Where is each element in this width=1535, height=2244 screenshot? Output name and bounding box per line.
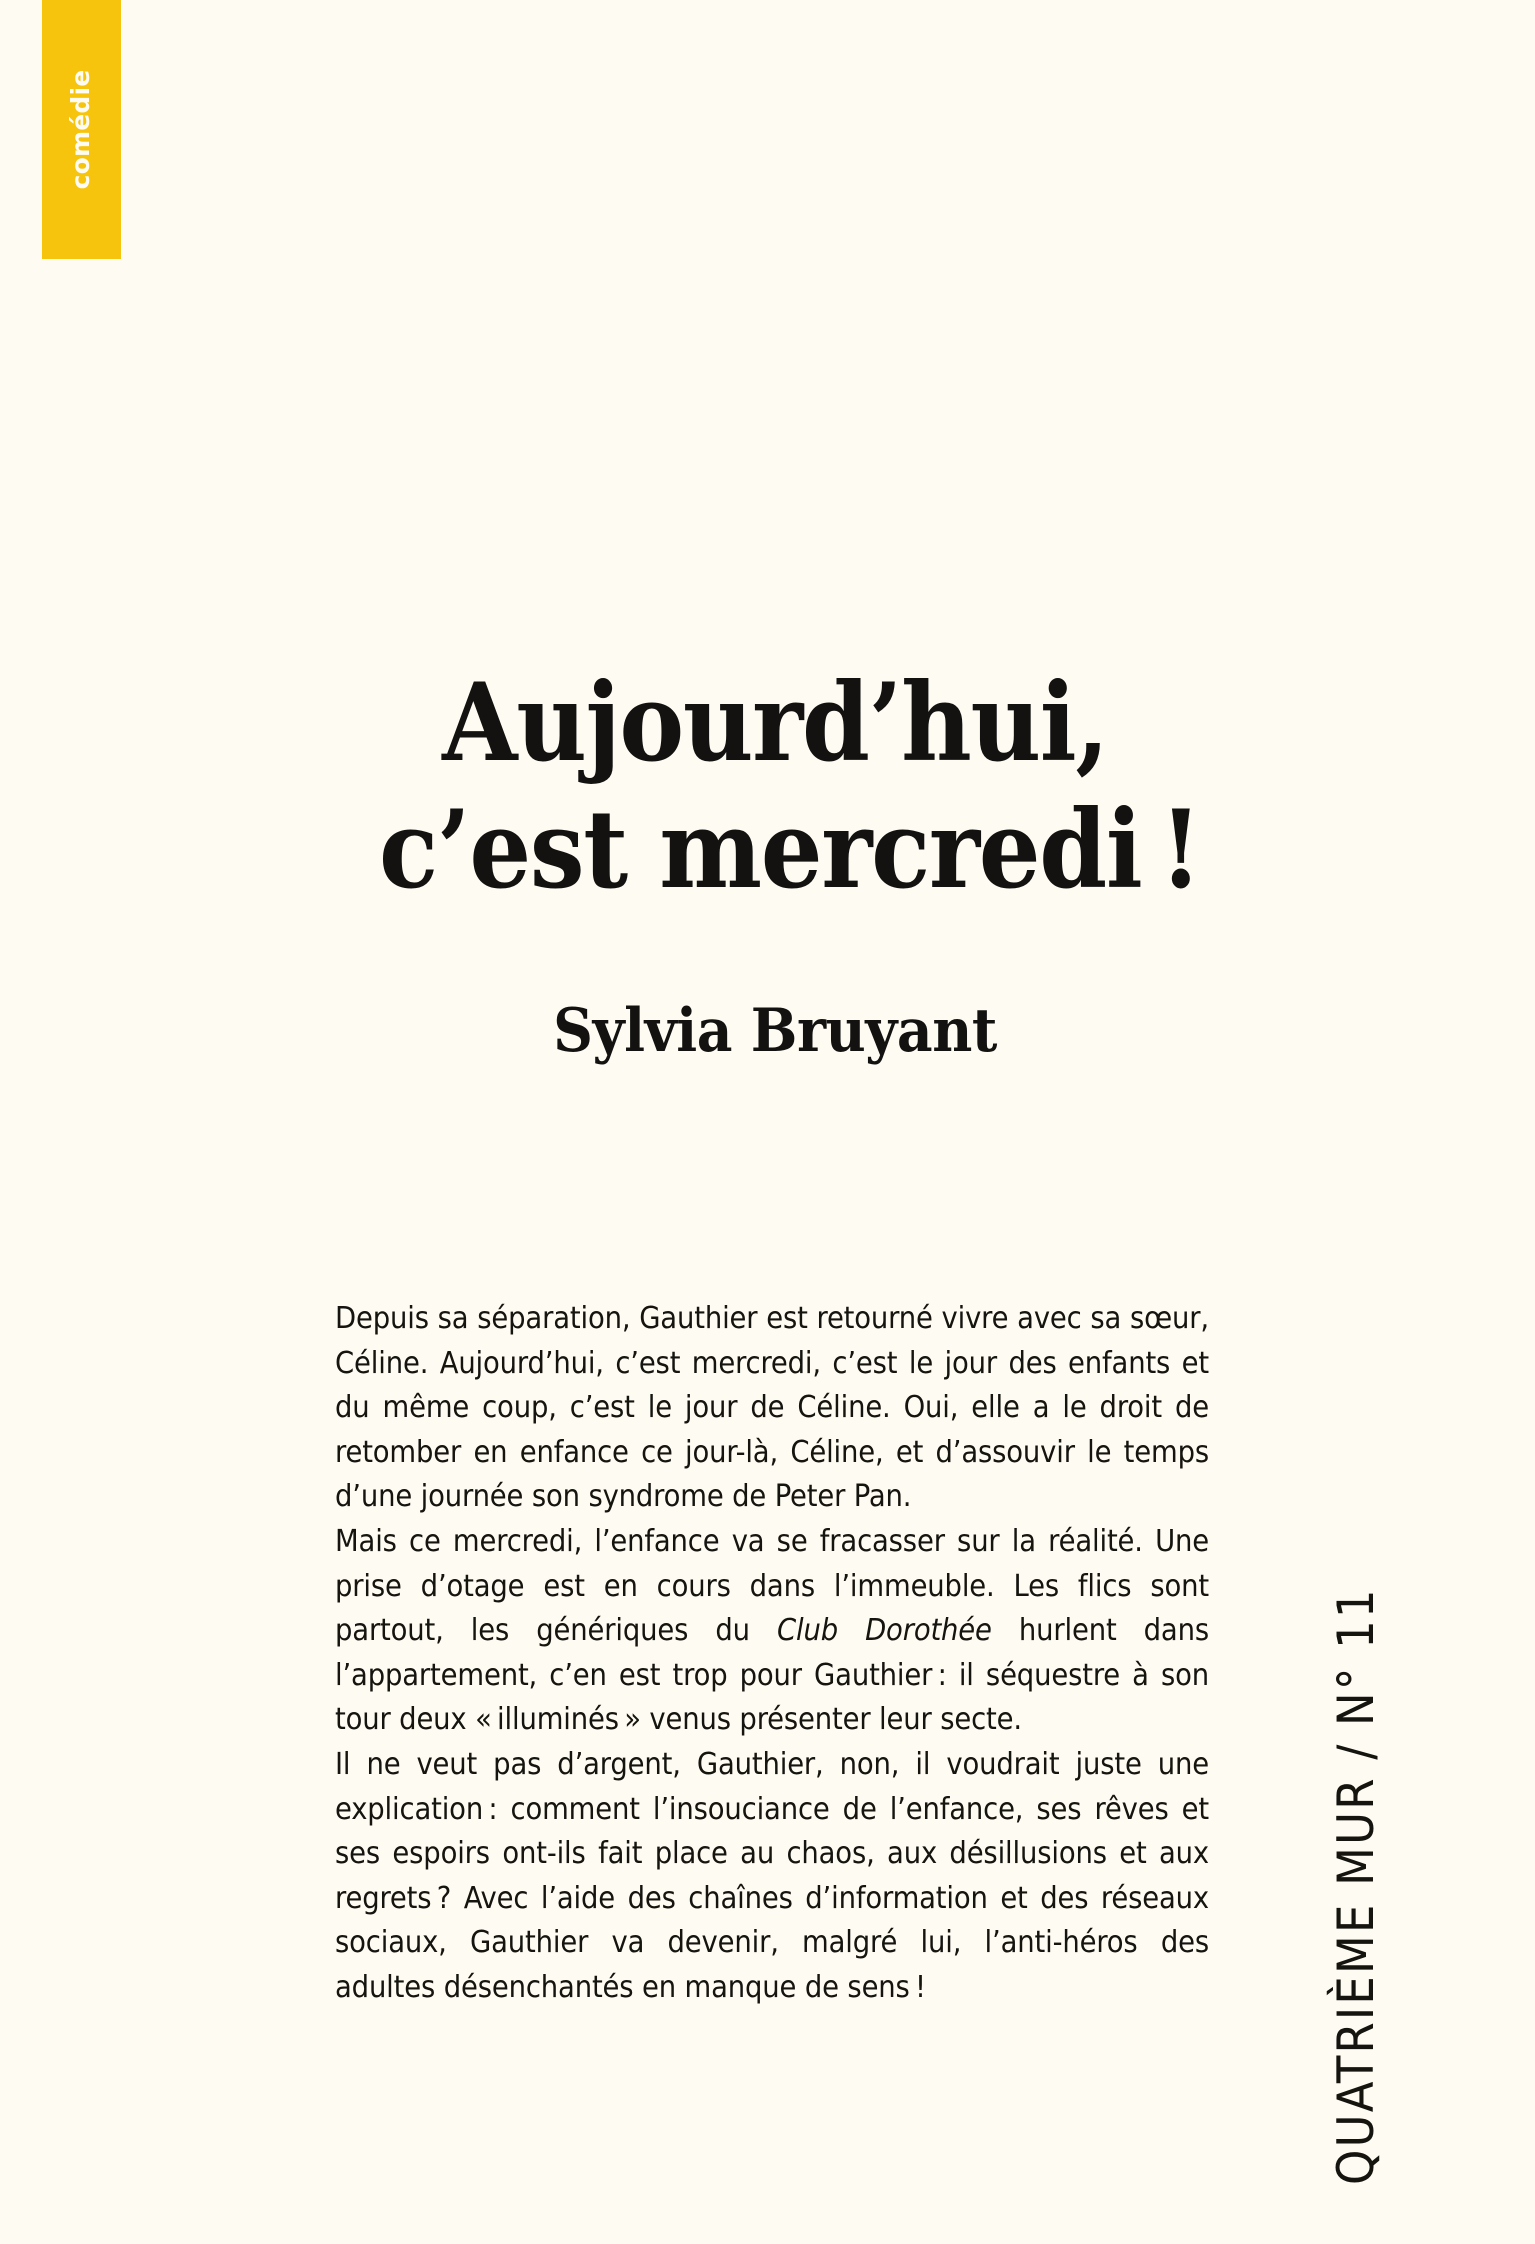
author-name: Sylvia Bruyant xyxy=(553,996,997,1066)
genre-tab-label: comédie xyxy=(66,69,95,190)
blurb-text xyxy=(335,1297,1209,2011)
collection-label: QUATRIÈME MUR / N° 11 xyxy=(1327,1587,1385,2185)
blurb-paragraph-2-part-1: Mais ce mercredi, l’enfance va se fracasser sur la réalité. Une prise d’otage est en cours dans l’immeuble. Les flics sont partout, les génériques du xyxy=(335,1523,1209,1649)
blurb-italic-title: Club Dorothée xyxy=(776,1613,992,1649)
blurb-paragraph-2 xyxy=(335,1520,1209,1743)
title-line-1: Aujourd’hui, xyxy=(442,660,1108,786)
blurb-paragraph-3: Il ne veut pas d’argent, Gauthier, non, il voudrait juste une explication : comment l’insouciance de l’enfance, ses rêves et ses espoirs ont-ils fait place au chaos, aux désillusions et aux regrets ? Avec l’aide des chaînes d’information et des réseaux sociaux, Gauthier va devenir, malgré lui, l’anti-héros des adultes désenchantés en manque de sens ! xyxy=(335,1746,1209,2005)
page-title xyxy=(335,660,1215,915)
collection-imprint xyxy=(1327,1395,1452,2185)
title-line-2: c’est mercredi ! xyxy=(379,787,1201,914)
blurb-paragraph-2-part-2: hurlent dans l’appartement, c’en est trop pour Gauthier : il séquestre à son tour deux « illuminés » venus présenter leur secte. xyxy=(335,1613,1209,1738)
blurb-paragraph-1: Depuis sa séparation, Gauthier est retourné vivre avec sa sœur, Céline. Aujourd’hui, c’est mercredi, c’est le jour des enfants et du même coup, c’est le jour de Céline. Oui, elle a le droit de retomber en enfance ce jour-là, Céline, et d’assouvir le temps d’une journée son syndrome de Peter Pan. xyxy=(335,1301,1209,1515)
genre-tab xyxy=(42,0,121,259)
